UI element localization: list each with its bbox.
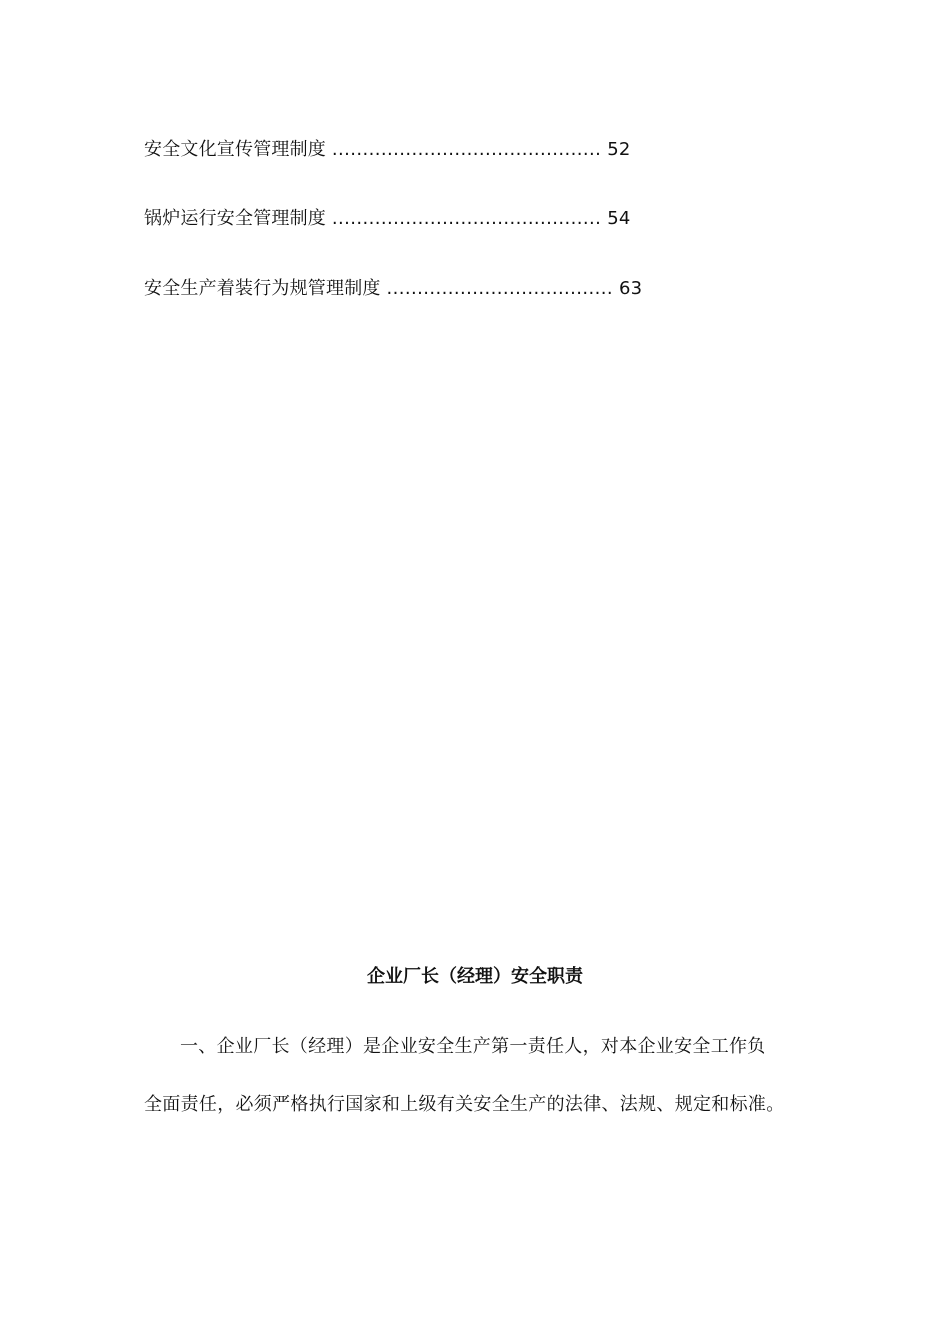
toc-page-number: 63	[618, 278, 643, 299]
toc-leader-dots: ............................................	[331, 208, 602, 229]
toc-entry[interactable]	[144, 138, 631, 162]
toc-entry-title: 锅炉运行安全管理制度	[144, 208, 326, 229]
toc-entry[interactable]	[144, 277, 642, 301]
toc-entry[interactable]	[144, 207, 631, 231]
section-heading: 企业厂长（经理）安全职责	[367, 966, 583, 987]
toc-entry-title: 安全文化宣传管理制度	[144, 139, 326, 160]
toc-page-number: 54	[607, 208, 631, 229]
toc-page-number: 52	[607, 139, 631, 160]
toc-leader-dots: ............................................	[331, 139, 602, 160]
toc-leader-dots: .....................................	[386, 278, 614, 299]
paragraph-line: 全面责任，必须严格执行国家和上级有关安全生产的法律、法规、规定和标准。	[144, 1094, 785, 1115]
toc-entry-title: 安全生产着装行为规管理制度	[144, 278, 381, 299]
paragraph-line: 一、企业厂长（经理）是企业安全生产第一责任人，对本企业安全工作负	[180, 1036, 766, 1057]
